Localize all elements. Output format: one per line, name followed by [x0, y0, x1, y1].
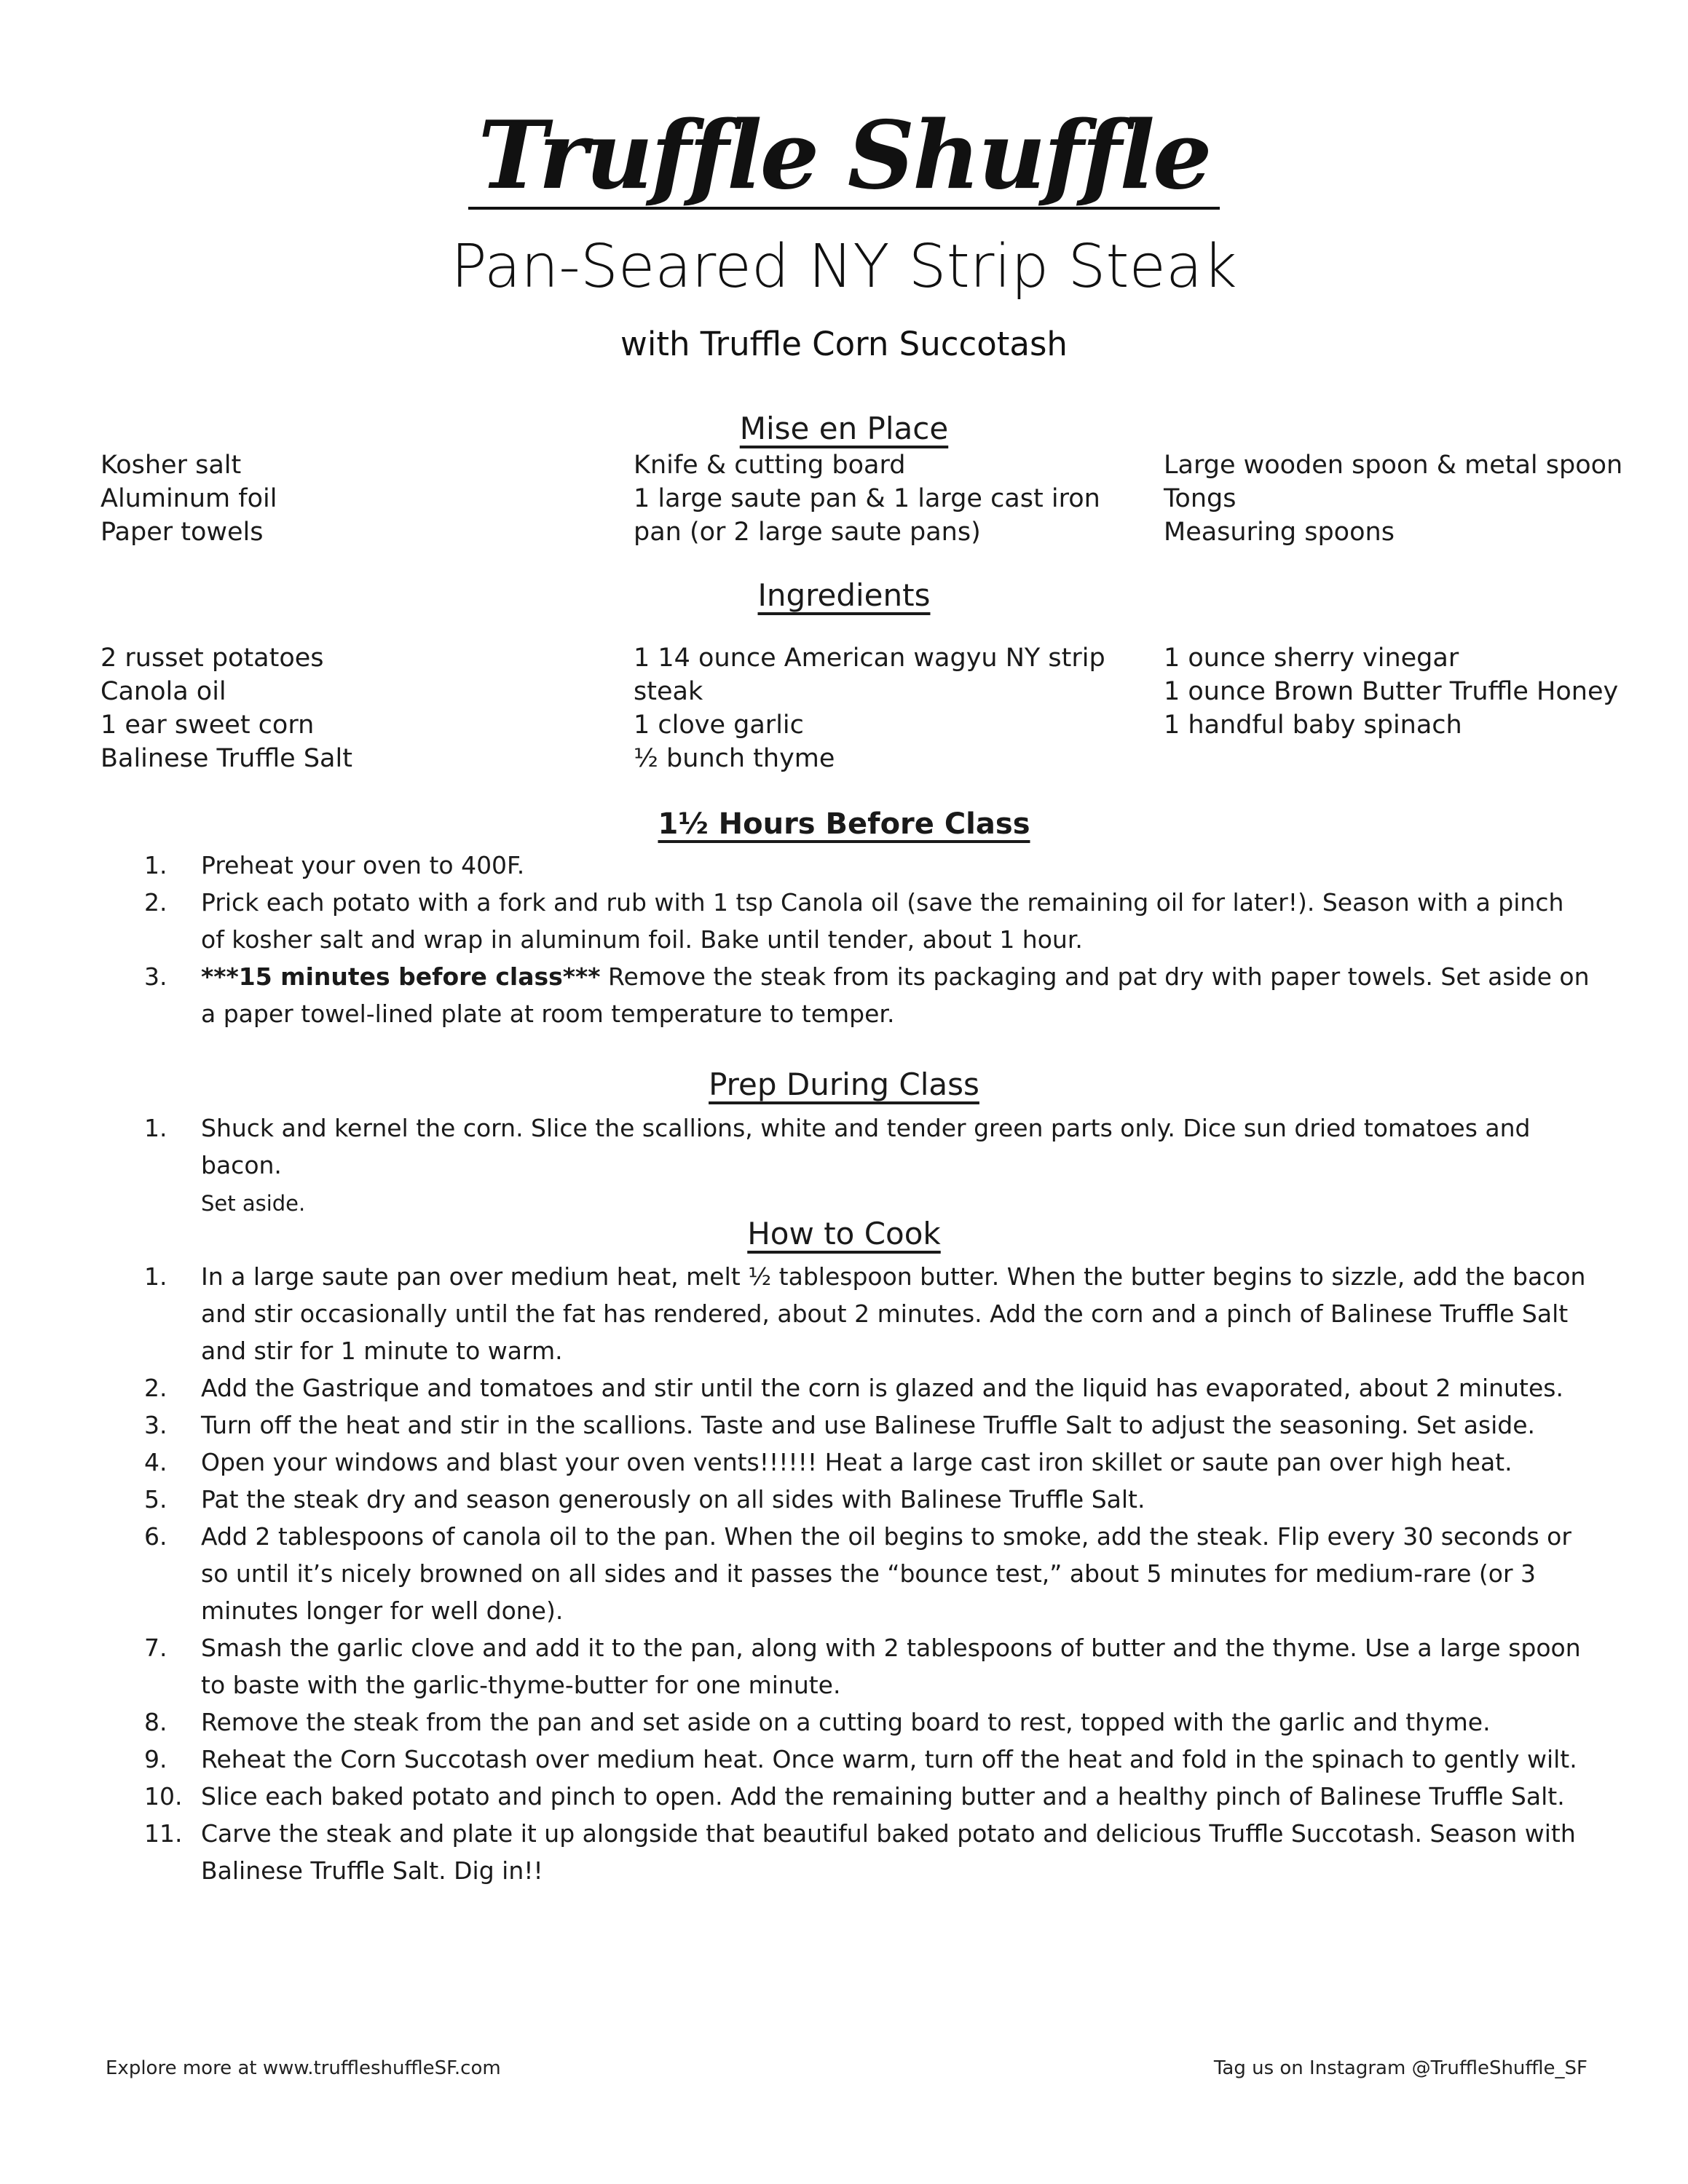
step-number: 11.: [144, 1819, 183, 1848]
step-number: 1.: [144, 1262, 167, 1291]
recipe-subtitle: with Truffle Corn Succotash: [620, 325, 1068, 363]
step-number: 7.: [144, 1634, 167, 1662]
ingredients-column-3: [1164, 641, 1618, 742]
list-item: [144, 847, 1593, 884]
list-item: [144, 1704, 1593, 1741]
mise-item: 1 large saute pan & 1 large cast iron: [634, 484, 1100, 513]
prep-heading: Prep During Class: [709, 1067, 979, 1102]
step-number: 2.: [144, 1374, 167, 1402]
step-text: Add the Gastrique and tomatoes and stir until the corn is glazed and the liquid has evaporated, about 2 minutes.: [201, 1374, 1563, 1402]
brand-logo-text: Truffle Shuffle: [468, 109, 1220, 210]
cook-heading: How to Cook: [747, 1216, 941, 1251]
mise-column-2: [634, 448, 1100, 549]
list-item: [144, 1778, 1593, 1815]
ingredient-item: 1 ear sweet corn: [100, 711, 315, 740]
list-item: [144, 958, 1593, 1032]
footer-website-text: Explore more at www.truffleshuffleSF.com: [106, 2057, 501, 2079]
before-class-steps: [144, 847, 1593, 1032]
step-number: 3.: [144, 1411, 167, 1439]
ingredient-item: 1 handful baby spinach: [1164, 711, 1462, 740]
ingredient-item: 2 russet potatoes: [100, 644, 324, 673]
step-text: Slice each baked potato and pinch to open. Add the remaining butter and a healthy pinch of Balinese Truffle Salt.: [201, 1782, 1565, 1811]
mise-item: Large wooden spoon & metal spoon: [1164, 451, 1623, 480]
list-item: [144, 1518, 1593, 1629]
step-text: Add 2 tablespoons of canola oil to the pan. When the oil begins to smoke, add the steak. Flip every 30 seconds or so until it’s nicely browned on all sides and it passes the “bounce test,” about 5 minutes for medium-rare (or 3 minutes longer for well done).: [201, 1522, 1571, 1625]
list-item: [144, 884, 1593, 958]
step-text: In a large saute pan over medium heat, melt ½ tablespoon butter. When the butter begins to sizzle, add the bacon and stir occasionally until the fat has rendered, about 2 minutes. Add the corn and a pinch of Balinese Truffle Salt and stir for 1 minute to warm.: [201, 1262, 1586, 1365]
cook-steps: [144, 1258, 1593, 1889]
list-item: [144, 1109, 1593, 1222]
mise-column-3: [1164, 448, 1622, 549]
step-text: Remove the steak from the pan and set aside on a cutting board to rest, topped with the garlic and thyme.: [201, 1708, 1491, 1736]
list-item: [144, 1258, 1593, 1369]
prep-steps: [144, 1109, 1593, 1222]
step-text: Shuck and kernel the corn. Slice the scallions, white and tender green parts only. Dice sun dried tomatoes and bacon.: [201, 1114, 1531, 1179]
ingredient-item: steak: [634, 677, 703, 706]
list-item: [144, 1369, 1593, 1406]
step-number: 1.: [144, 1114, 167, 1142]
list-item: [144, 1406, 1593, 1444]
list-item: [144, 1815, 1593, 1889]
list-item: [144, 1481, 1593, 1518]
step-number: 6.: [144, 1522, 167, 1551]
ingredient-item: 1 14 ounce American wagyu NY strip: [634, 644, 1105, 673]
step-emphasis: ***15 minutes before class***: [201, 962, 601, 991]
mise-item: Measuring spoons: [1164, 518, 1395, 547]
step-number: 1.: [144, 851, 167, 879]
step-text: Smash the garlic clove and add it to the pan, along with 2 tablespoons of butter and the thyme. Use a large spoon to baste with the garlic-thyme-butter for one minute.: [201, 1634, 1581, 1699]
before-class-heading: 1½ Hours Before Class: [658, 807, 1030, 841]
ingredients-heading: Ingredients: [757, 577, 931, 613]
mise-item: Knife & cutting board: [634, 451, 906, 480]
step-text: Reheat the Corn Succotash over medium heat. Once warm, turn off the heat and fold in the spinach to gently wilt.: [201, 1745, 1577, 1773]
step-number: 10.: [144, 1782, 183, 1811]
ingredient-item: Canola oil: [100, 677, 226, 706]
ingredients-column-1: [100, 641, 352, 775]
list-item: [144, 1444, 1593, 1481]
ingredients-column-2: [634, 641, 1105, 775]
ingredient-item: ½ bunch thyme: [634, 744, 835, 773]
mise-item: pan (or 2 large saute pans): [634, 518, 981, 547]
step-text: Turn off the heat and stir in the scallions. Taste and use Balinese Truffle Salt to adjust the seasoning. Set aside.: [201, 1411, 1536, 1439]
step-number: 2.: [144, 888, 167, 917]
mise-item: Tongs: [1164, 484, 1237, 513]
ingredient-item: Balinese Truffle Salt: [100, 744, 352, 773]
ingredient-item: 1 ounce sherry vinegar: [1164, 644, 1459, 673]
footer-instagram-text: Tag us on Instagram @TruffleShuffle_SF: [1213, 2057, 1588, 2079]
mise-item: Kosher salt: [100, 451, 242, 480]
mise-item: Aluminum foil: [100, 484, 277, 513]
step-text: Prick each potato with a fork and rub with 1 tsp Canola oil (save the remaining oil for later!). Season with a pinch of kosher salt and wrap in aluminum foil. Bake until tender, about 1 hour.: [201, 888, 1564, 954]
step-number: 3.: [144, 962, 167, 991]
mise-item: Paper towels: [100, 518, 264, 547]
step-text: Carve the steak and plate it up alongside that beautiful baked potato and delicious Truffle Succotash. Season with Balinese Truffle Salt. Dig in!!: [201, 1819, 1576, 1885]
mise-column-1: [100, 448, 277, 549]
recipe-title: Pan-Seared NY Strip Steak: [451, 232, 1237, 301]
step-text: Open your windows and blast your oven vents!!!!!! Heat a large cast iron skillet or saute pan over high heat.: [201, 1448, 1513, 1476]
step-text: Pat the steak dry and season generously on all sides with Balinese Truffle Salt.: [201, 1485, 1145, 1514]
step-number: 5.: [144, 1485, 167, 1514]
step-number: 4.: [144, 1448, 167, 1476]
step-number: 9.: [144, 1745, 167, 1773]
ingredient-item: 1 clove garlic: [634, 711, 804, 740]
list-item: [144, 1629, 1593, 1704]
step-text: Preheat your oven to 400F.: [201, 851, 525, 879]
brand-logo: [0, 101, 1688, 210]
ingredient-item: 1 ounce Brown Butter Truffle Honey: [1164, 677, 1619, 706]
step-text-small: Set aside.: [201, 1191, 306, 1216]
step-text: Remove the steak from its packaging and pat dry with paper towels. Set aside on a paper towel-lined plate at room temperature to temper.: [201, 962, 1590, 1028]
step-number: 8.: [144, 1708, 167, 1736]
mise-heading: Mise en Place: [739, 411, 949, 446]
list-item: [144, 1741, 1593, 1778]
